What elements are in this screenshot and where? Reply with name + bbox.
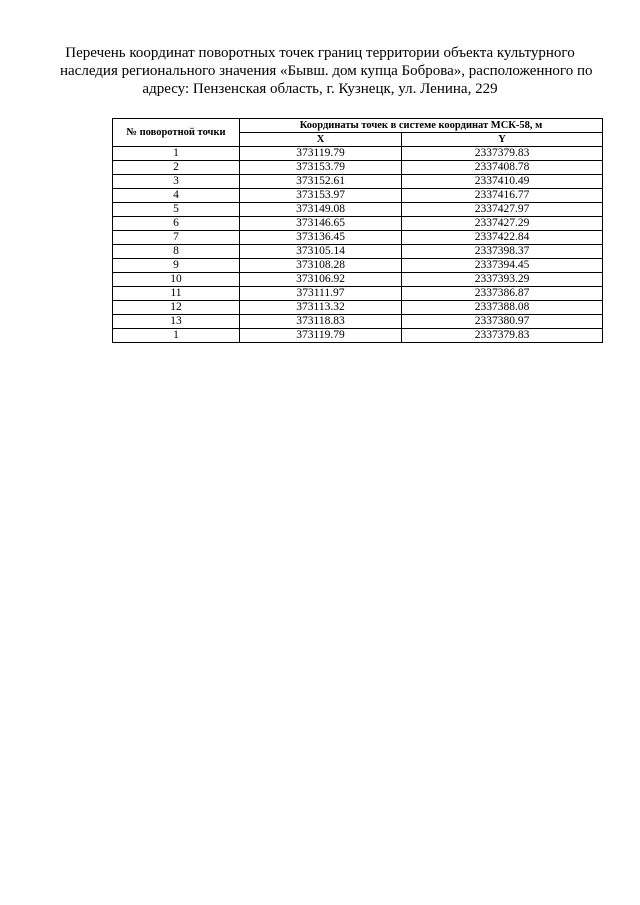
- cell-point: 6: [113, 217, 240, 231]
- table-row: [113, 203, 603, 217]
- table-body: [113, 147, 603, 343]
- cell-point: 4: [113, 189, 240, 203]
- cell-point: 10: [113, 273, 240, 287]
- cell-point: 3: [113, 175, 240, 189]
- title-line-3: адресу: Пензенская область, г. Кузнецк, ул. Ленина, 229: [142, 81, 498, 97]
- cell-y: 2337379.83: [402, 147, 603, 161]
- table-row: [113, 287, 603, 301]
- cell-point: 1: [113, 329, 240, 343]
- cell-x: 373111.97: [240, 287, 402, 301]
- table-row: [113, 329, 603, 343]
- cell-x: 373106.92: [240, 273, 402, 287]
- coordinates-table: [112, 118, 603, 343]
- table-row: [113, 231, 603, 245]
- table-row: [113, 147, 603, 161]
- table-row: [113, 245, 603, 259]
- header-row-1: [113, 119, 603, 133]
- table-row: [113, 301, 603, 315]
- cell-x: 373146.65: [240, 217, 402, 231]
- table-row: [113, 161, 603, 175]
- cell-x: 373149.08: [240, 203, 402, 217]
- cell-point: 12: [113, 301, 240, 315]
- cell-y: 2337427.29: [402, 217, 603, 231]
- table-row: [113, 273, 603, 287]
- cell-point: 8: [113, 245, 240, 259]
- table-row: [113, 175, 603, 189]
- cell-point: 1: [113, 147, 240, 161]
- cell-x: 373105.14: [240, 245, 402, 259]
- cell-y: 2337408.78: [402, 161, 603, 175]
- header-y: Y: [402, 133, 603, 147]
- cell-x: 373153.97: [240, 189, 402, 203]
- cell-x: 373152.61: [240, 175, 402, 189]
- cell-y: 2337388.08: [402, 301, 603, 315]
- cell-x: 373108.28: [240, 259, 402, 273]
- cell-y: 2337427.97: [402, 203, 603, 217]
- cell-x: 373118.83: [240, 315, 402, 329]
- title-line-2: наследия регионального значения «Бывш. дом купца Боброва», расположенного по: [60, 63, 593, 79]
- header-point-number: № поворотной точки: [113, 119, 240, 147]
- cell-y: 2337386.87: [402, 287, 603, 301]
- cell-point: 5: [113, 203, 240, 217]
- table-header: [113, 119, 603, 147]
- cell-x: 373136.45: [240, 231, 402, 245]
- table-row: [113, 217, 603, 231]
- cell-y: 2337410.49: [402, 175, 603, 189]
- cell-point: 9: [113, 259, 240, 273]
- table-row: [113, 259, 603, 273]
- cell-x: 373113.32: [240, 301, 402, 315]
- cell-point: 2: [113, 161, 240, 175]
- title-line-1: Перечень координат поворотных точек границ территории объекта культурного: [65, 45, 575, 61]
- cell-y: 2337393.29: [402, 273, 603, 287]
- header-coordinates: Координаты точек в системе координат МСК-58, м: [240, 119, 603, 133]
- cell-y: 2337422.84: [402, 231, 603, 245]
- cell-point: 13: [113, 315, 240, 329]
- table-row: [113, 189, 603, 203]
- cell-y: 2337380.97: [402, 315, 603, 329]
- cell-point: 11: [113, 287, 240, 301]
- cell-x: 373153.79: [240, 161, 402, 175]
- cell-y: 2337394.45: [402, 259, 603, 273]
- document-title: [60, 44, 593, 98]
- header-x: X: [240, 133, 402, 147]
- cell-point: 7: [113, 231, 240, 245]
- table-row: [113, 315, 603, 329]
- cell-y: 2337416.77: [402, 189, 603, 203]
- cell-x: 373119.79: [240, 329, 402, 343]
- cell-y: 2337398.37: [402, 245, 603, 259]
- cell-x: 373119.79: [240, 147, 402, 161]
- cell-y: 2337379.83: [402, 329, 603, 343]
